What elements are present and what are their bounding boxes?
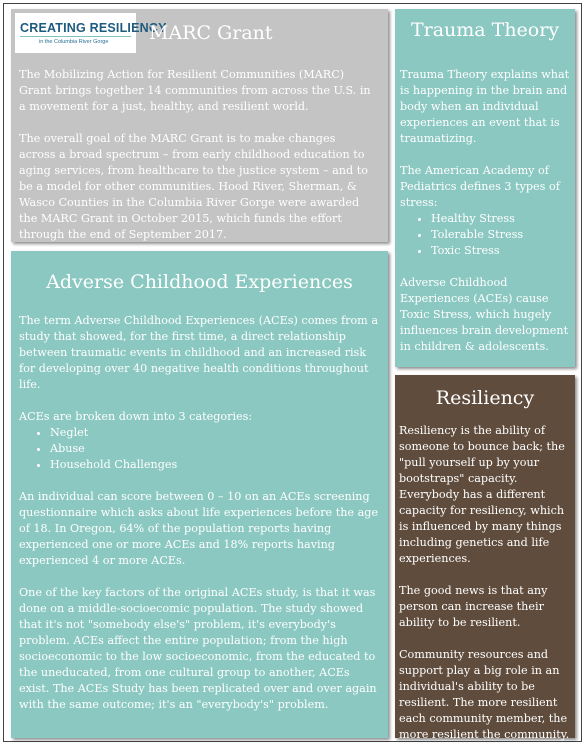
list-item: • Household Challenges — [50, 457, 381, 473]
list-item: • Healthy Stress — [431, 211, 570, 227]
resiliency-title: Resiliency — [435, 387, 535, 409]
trauma-theory-title: Trauma Theory — [410, 19, 560, 41]
marc-grant-body — [19, 67, 375, 243]
trauma-paragraph-2: The American Academy of Pediatrics defines 3 types of stress: — [400, 164, 560, 209]
list-item: • Tolerable Stress — [431, 227, 570, 243]
marc-grant-title: MARC Grant — [149, 22, 273, 44]
logo-divider — [20, 36, 131, 37]
resiliency-panel — [395, 375, 575, 741]
marc-paragraph-1: The Mobilizing Action for Resilient Communities (MARC) Grant brings together 14 communities from across the U.S. in a movement for a just, healthy, and resilient world. — [19, 68, 371, 113]
list-item: • Abuse — [50, 441, 381, 457]
resiliency-paragraph-3: Community resources and support play a big role in an individual's ability to be resilient. The more resilient each community member, the more resilient the community. — [399, 648, 570, 741]
aces-categories-list — [19, 425, 381, 473]
logo-sub-text: in the Columbia River Gorge — [39, 39, 109, 45]
trauma-theory-panel — [395, 9, 575, 367]
aces-paragraph-4: One of the key factors of the original ACEs study, is that it was done on a middle-socioecomic population. The study showed that it's not "somebody else's" problem, it's everybody's problem. ACEs affect the entire population; from the high socioeconomic to the low socioeconomic, from the educated to the uneducated, from one cultural group to another, ACEs exist. The ACEs Study has been replicated over and over again with the same outcome; it's an "everybody's" problem. — [19, 586, 377, 711]
trauma-paragraph-3: Adverse Childhood Experiences (ACEs) cause Toxic Stress, which hugely influences brain development in children & adolescents. — [400, 276, 569, 353]
trauma-paragraph-1: Trauma Theory explains what is happening in the brain and body when an individual experiences an event that is traumatizing. — [400, 68, 570, 145]
logo-main-text: CREATING RESILIENCY — [20, 21, 167, 35]
aces-paragraph-3: An individual can score between 0 – 10 on an ACEs screening questionnaire which asks about life experiences before the age of 18. In Oregon, 64% of the population reports having experienced one or more ACEs and 18% reports having experienced 4 or more ACEs. — [19, 490, 379, 567]
list-item: • Toxic Stress — [431, 243, 570, 259]
aces-paragraph-2: ACEs are broken down into 3 categories: — [19, 410, 253, 423]
aces-panel — [11, 251, 388, 738]
marc-paragraph-2: The overall goal of the MARC Grant is to make changes across a broad spectrum – from early childhood education to aging services, from healthcare to the justice system – and to be a model for other communities. Hood River, Sherman, & Wasco Counties in the Columbia River Gorge were awarded the MARC Grant in October 2015, which funds the effort through the end of September 2017. — [19, 132, 368, 241]
resiliency-paragraph-2: The good news is that any person can increase their ability to be resilient. — [399, 584, 548, 629]
trauma-theory-body — [400, 67, 570, 355]
resiliency-paragraph-1: Resiliency is the ability of someone to bounce back; the "pull yourself up by your bootstraps" capacity. Everybody has a different capacity for resiliency, which is influenced by many things including genetics and life experiences. — [399, 424, 565, 565]
stress-types-list — [400, 211, 570, 259]
resiliency-body — [399, 423, 571, 743]
marc-grant-panel — [11, 9, 388, 242]
aces-title: Adverse Childhood Experiences — [46, 271, 353, 293]
aces-body — [19, 313, 381, 713]
aces-paragraph-1: The term Adverse Childhood Experiences (ACEs) comes from a study that showed, for the first time, a direct relationship between traumatic events in childhood and an increased risk for developing over 40 negative health conditions throughout life. — [19, 314, 379, 391]
list-item: • Neglet — [50, 425, 381, 441]
creating-resiliency-logo — [15, 13, 167, 53]
